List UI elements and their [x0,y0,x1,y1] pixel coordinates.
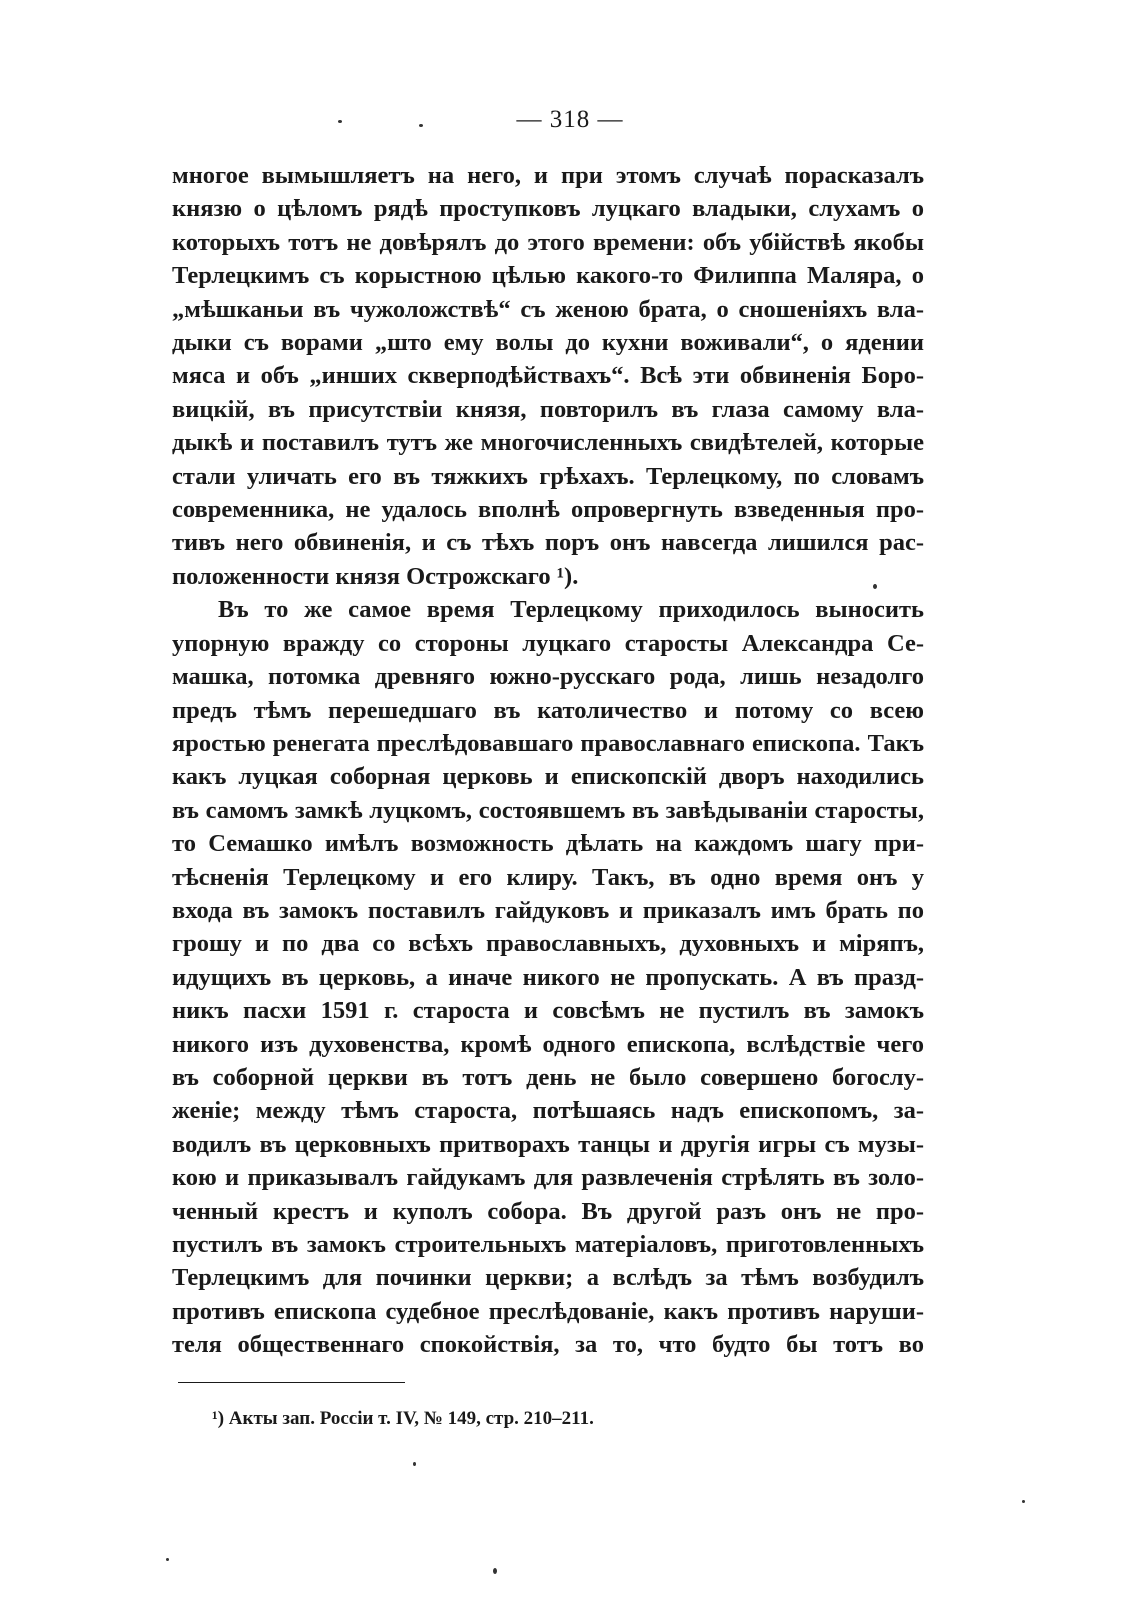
text-line: входа въ замокъ поставилъ гайдуковъ и приказалъ имъ брать по [172,896,924,924]
text-line: машка, потомка древняго южно-русскаго рода, лишь незадолго [172,663,924,691]
text-line: положенности князя Острожскаго ¹). [172,562,579,590]
page-number: — 318 — [516,106,624,133]
paragraph-1 [172,159,924,593]
text-line: никъ пасхи 1591 г. староста и совсѣмъ не пустилъ въ замокъ [172,997,924,1025]
text-line: упорную вражду со стороны луцкаго старосты Александра Се- [172,629,924,657]
text-line: современника, не удалось вполнѣ опровергнуть взведенныя про- [172,496,924,524]
text-line: какъ луцкая соборная церковь и епископскій дворъ находились [172,763,924,791]
text-line: Въ то же самое время Терлецкому приходилось выносить [218,596,924,624]
text-line: Терлецкимъ для починки церкви; а вслѣдъ за тѣмъ возбудилъ [172,1264,924,1292]
text-line: дыки съ ворами „што ему волы до кухни воживали“, о ядении [172,329,924,357]
scan-speck [493,1568,497,1574]
text-line: князю о цѣломъ рядѣ проступковъ луцкаго владыки, слухамъ о [172,195,924,223]
text-line: которыхъ тотъ не довѣрялъ до этого времени: объ убійствѣ якобы [172,228,924,256]
text-line: стали уличать его въ тяжкихъ грѣхахъ. Терлецкому, по словамъ [172,462,924,490]
text-line: тивъ него обвиненія, и съ тѣхъ поръ онъ навсегда лишился рас- [172,529,924,557]
text-line: Терлецкимъ съ корыстною цѣлью какого-то Филиппа Маляра, о [172,262,924,290]
text-line: многое вымышляетъ на него, и при этомъ случаѣ порасказалъ [172,162,924,189]
text-line: предъ тѣмъ перешедшаго въ католичество и потому со всею [172,696,924,724]
text-line: теля общественнаго спокойствія, за то, что будто бы тотъ во [172,1331,924,1359]
text-line: то Семашко имѣлъ возможность дѣлать на каждомъ шагу при- [172,830,924,858]
text-line: ченный крестъ и куполъ собора. Въ другой разъ онъ не про- [172,1197,924,1225]
text-line: яростью ренегата преслѣдовавшаго православнаго епископа. Такъ [172,729,924,757]
text-line: противъ епископа судебное преслѣдованіе, какъ противъ наруши- [172,1297,924,1325]
text-line: въ соборной церкви въ тотъ день не было совершено богослу- [172,1063,924,1091]
paragraph-2 [172,593,924,1361]
scan-speck [873,584,877,589]
text-line: „мѣшканьи въ чужоложствѣ“ съ женою брата, о сношеніяхъ вла- [172,295,924,323]
footnote-divider [178,1382,405,1383]
scan-speck [419,124,423,127]
text-line: вицкій, въ присутствіи князя, повторилъ въ глаза самому вла- [172,395,924,423]
text-line: пустилъ въ замокъ строительныхъ матеріаловъ, приготовленныхъ [172,1231,924,1258]
text-line: водилъ въ церковныхъ притворахъ танцы и другія игры съ музы- [172,1130,924,1158]
text-line: кою и приказывалъ гайдукамъ для развлеченія стрѣлять въ золо- [172,1164,924,1192]
text-line: грошу и по два со всѣхъ православныхъ, духовныхъ и міряпъ, [172,930,924,958]
text-line: женіе; между тѣмъ староста, потѣшаясь надъ епископомъ, за- [172,1097,924,1125]
text-line: никого изъ духовенства, кромѣ одного епископа, вслѣдствіе чего [172,1030,924,1058]
text-line: идущихъ въ церковь, а иначе никого не пропускать. А въ празд- [172,963,924,991]
text-line: тѣсненія Терлецкому и его клиру. Такъ, въ одно время онъ у [172,863,924,891]
body-text [172,159,924,1362]
text-line: въ самомъ замкѣ луцкомъ, состоявшемъ въ завѣдываніи старосты, [172,796,924,824]
text-line: мяса и объ „инших скверподѣйствахъ“. Всѣ эти обвиненія Боро- [172,362,924,390]
scan-speck [166,1558,169,1561]
scan-speck [413,1462,416,1466]
text-line: дыкѣ и поставилъ тутъ же многочисленныхъ свидѣтелей, которые [172,429,924,457]
scan-speck [1022,1500,1025,1503]
scan-speck [338,120,342,123]
footnote: ¹) Акты зап. Россіи т. IV, № 149, стр. 210–211. [212,1408,594,1429]
